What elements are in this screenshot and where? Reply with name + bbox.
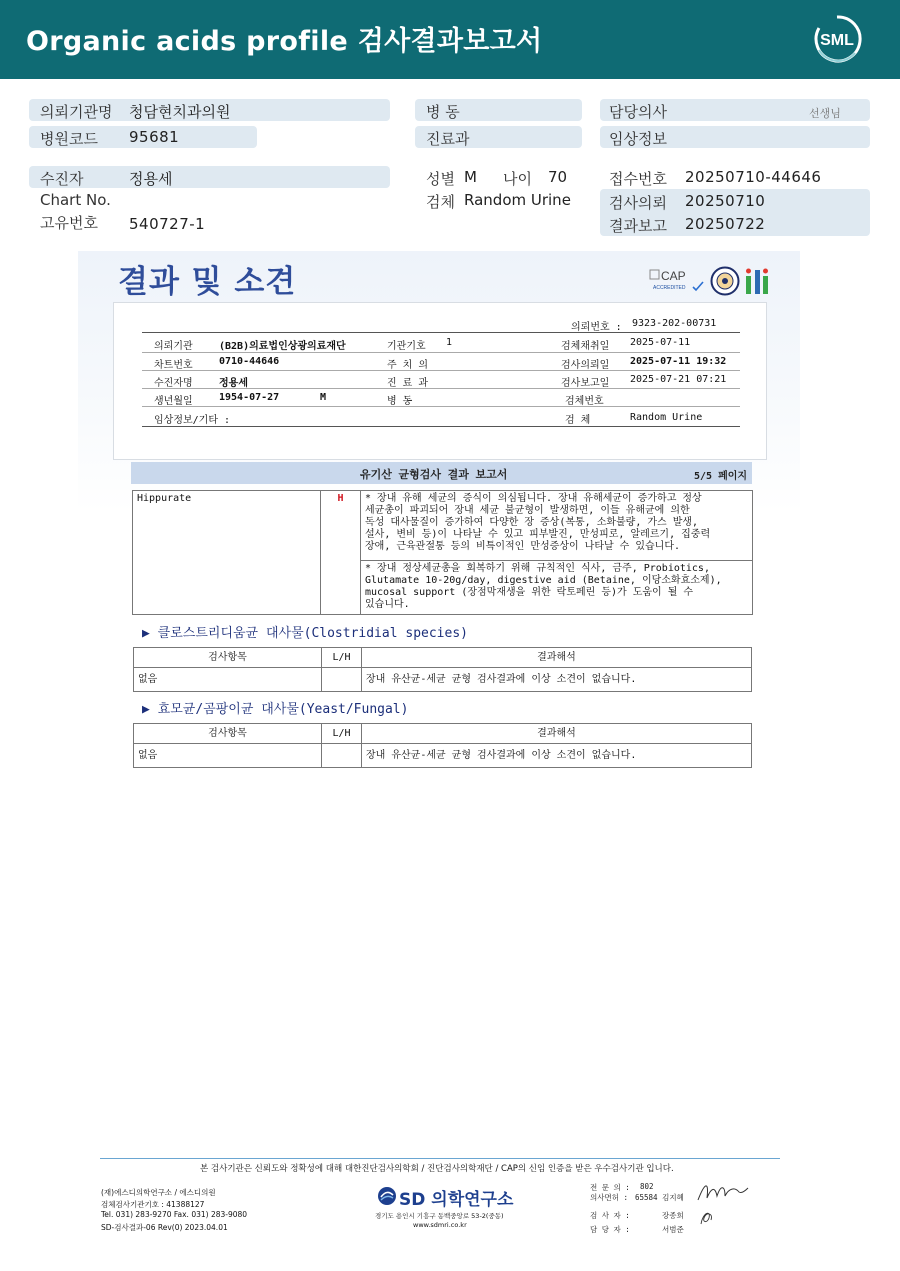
- test-item: 없음: [134, 668, 322, 692]
- ward-label: 병 동: [426, 103, 460, 121]
- note-line: * 장내 정상세균총을 회복하기 위해 규칙적인 식사, 금주, Probiotics,: [365, 563, 710, 574]
- info-label: 기관기호: [387, 341, 426, 352]
- seal-icon: [710, 266, 740, 296]
- specimen-value: Random Urine: [464, 191, 571, 209]
- info-label: 검체채취일: [561, 341, 610, 352]
- clinical-note-label: 임상정보/기타 :: [154, 415, 231, 426]
- request-date-value: 20250710: [685, 192, 766, 210]
- institution-label: 의뢰기관명: [40, 103, 113, 121]
- info-value: 0710-44646: [219, 356, 280, 367]
- signer-label: 의사면허 :: [590, 1193, 629, 1202]
- clostridial-table: [133, 647, 752, 692]
- info-label: 수진자명: [154, 378, 193, 389]
- section-title-yeast: [142, 698, 408, 717]
- cap-subtext: ACCREDITED: [653, 285, 686, 291]
- info-value: 정용세: [219, 378, 248, 389]
- column-header: 결과해석: [362, 648, 752, 668]
- patient-name-value: 정용세: [129, 170, 173, 188]
- column-header: 결과해석: [362, 724, 752, 744]
- report-date-value: 20250722: [685, 215, 766, 233]
- staff-signature-icon: [697, 1206, 717, 1228]
- cap-text: CAP: [661, 269, 686, 283]
- test-item: 없음: [134, 744, 322, 768]
- specimen-value: Random Urine: [630, 412, 703, 423]
- note-line: 세균총이 파괴되어 장내 세균 불균형이 발생하면, 이들 유해균에 의한: [365, 505, 690, 516]
- info-value: M: [320, 392, 327, 403]
- footer-divider: [100, 1158, 780, 1159]
- age-label: 나이: [503, 170, 532, 188]
- section-title-text: 클로스트리디움균 대사물(Clostridial species): [157, 626, 468, 641]
- triangle-right-icon: ▶: [142, 702, 158, 717]
- note-line: 있습니다.: [365, 599, 410, 610]
- footer-lab-address: 경기도 용인시 기흥구 동백중앙로 53-2(중동): [375, 1212, 504, 1220]
- info-label: 진 료 과: [387, 378, 429, 389]
- triangle-right-icon: ▶: [142, 626, 158, 641]
- footer-code: 검체검사기관기호 : 41388127: [101, 1200, 205, 1209]
- signer-value: 802: [640, 1182, 654, 1191]
- info-line-4: [142, 406, 740, 407]
- note-line: mucosal support (장점막재생을 위한 락토페린 등)가 도움이 될 수: [365, 587, 694, 598]
- info-value: 2025-07-11 19:32: [630, 356, 727, 367]
- note-line: 장애, 근육관절통 등의 비특이적인 만성증상이 나타날 수 있습니다.: [365, 541, 681, 552]
- institution-value: 청담현치과의원: [129, 103, 231, 121]
- signer-label: 전 문 의 :: [590, 1183, 630, 1192]
- signer-value: 서범준: [662, 1225, 684, 1234]
- footer-lab-website: www.sdmri.co.kr: [413, 1221, 467, 1229]
- patient-label: 수진자: [40, 170, 84, 188]
- sex-value: M: [464, 168, 477, 186]
- info-value: (B2B)의료법인상광의료재단: [219, 341, 346, 352]
- flag-cell: [322, 744, 362, 768]
- request-date-label: 검사의뢰: [609, 194, 667, 212]
- interpretation-cell: 장내 유산균-세균 균형 검사결과에 이상 소견이 없습니다.: [362, 744, 752, 768]
- clinical-info-label: 임상정보: [609, 130, 667, 148]
- interpretation-cell: [361, 561, 753, 615]
- age-value: 70: [548, 168, 568, 186]
- table-header-row: [134, 724, 752, 744]
- report-header: [0, 0, 900, 79]
- flag-high: H: [321, 491, 361, 615]
- note-line: Glutamate 10-20g/day, digestive aid (Betaine, 이당소화효소제),: [365, 575, 722, 586]
- column-header: 검사항목: [134, 648, 322, 668]
- note-line: 독성 대사물질이 증가하여 다양한 장 증상(복통, 소화불량, 가스 발생,: [365, 517, 699, 528]
- section-title-text: 효모균/곰팡이균 대사물(Yeast/Fungal): [157, 702, 409, 717]
- doctor-signature-icon: [695, 1178, 750, 1206]
- table-row: [134, 744, 752, 768]
- signer-value: 65584 김지혜: [635, 1193, 684, 1202]
- unique-id-value: 540727-1: [129, 215, 206, 233]
- info-label: 병 동: [387, 396, 413, 407]
- info-label: 의뢰기관: [154, 341, 193, 352]
- footer-lab-name: SD 의학연구소: [399, 1190, 514, 1210]
- info-line-bottom: [142, 426, 740, 427]
- note-line: * 장내 유해 세균의 증식이 의심됩니다. 장내 유해세균이 증가하고 정상: [365, 493, 702, 504]
- svg-text:SML: SML: [820, 32, 854, 49]
- lh-logo-icon: [744, 266, 770, 296]
- info-label: 검사보고일: [561, 378, 610, 389]
- report-heading-title: 유기산 균형검사 결과 보고서: [360, 468, 508, 481]
- test-item: Hippurate: [133, 491, 321, 615]
- column-header: L/H: [322, 724, 362, 744]
- page-indicator: 5/5 페이지: [694, 471, 748, 482]
- hippurate-table: [132, 490, 753, 615]
- flag-cell: [322, 668, 362, 692]
- info-label: 검체번호: [565, 396, 604, 407]
- info-line-2: [142, 370, 740, 371]
- info-line-top: [142, 332, 740, 333]
- info-label: 검사의뢰일: [561, 360, 610, 371]
- section-title-clostridial: [142, 622, 468, 641]
- request-no-label: 의뢰번호 :: [571, 322, 622, 333]
- column-header: 검사항목: [134, 724, 322, 744]
- interpretation-cell: 장내 유산균-세균 균형 검사결과에 이상 소견이 없습니다.: [362, 668, 752, 692]
- footer-contact: Tel. 031) 283-9270 Fax. 031) 283-9080: [101, 1210, 248, 1219]
- info-value: 1954-07-27: [219, 392, 280, 403]
- footer-accreditation-note: 본 검사기관은 신뢰도와 정확성에 대해 대한진단검사의학회 / 진단검사의학재단 / CAP의 신임 인증을 받은 우수검사기관 입니다.: [200, 1164, 674, 1174]
- department-label: 진료과: [426, 130, 470, 148]
- interpretation-cell: [361, 491, 753, 561]
- table-header-row: [134, 648, 752, 668]
- sex-label: 성별: [426, 170, 455, 188]
- note-line: 설사, 변비 등)이 나타날 수 있고 피부발진, 만성피로, 알레르기, 집중력: [365, 529, 711, 540]
- cap-accredited-icon: [649, 266, 709, 296]
- footer-org: (재)에스디의학연구소 / 에스디의원: [101, 1188, 216, 1197]
- report-date-label: 결과보고: [609, 217, 667, 235]
- sml-logo-icon: [810, 14, 864, 64]
- results-title: 결과 및 소견: [118, 264, 297, 300]
- unique-id-label: 고유번호: [40, 214, 98, 232]
- footer-doc-rev: SD-검사결과-06 Rev(0) 2023.04.01: [101, 1223, 228, 1232]
- receipt-no-value: 20250710-44646: [685, 168, 822, 186]
- info-label: 주 치 의: [387, 360, 429, 371]
- request-no-value: 9323-202-00731: [632, 318, 717, 329]
- hospital-code-value: 95681: [129, 128, 180, 146]
- receipt-no-label: 접수번호: [609, 170, 667, 188]
- info-label: 차트번호: [154, 360, 193, 371]
- yeast-fungal-table: [133, 723, 752, 768]
- info-value: 2025-07-21 07:21: [630, 374, 727, 385]
- page-title: Organic acids profile 검사결과보고서: [26, 26, 543, 57]
- doctor-suffix: 선생님: [809, 107, 841, 120]
- hospital-code-label: 병원코드: [40, 130, 98, 148]
- info-label: 생년월일: [154, 396, 193, 407]
- info-value: 2025-07-11: [630, 337, 691, 348]
- info-value: 1: [446, 337, 453, 348]
- specimen-label: 검 체: [565, 415, 591, 426]
- column-header: L/H: [322, 648, 362, 668]
- info-line-1: [142, 352, 740, 353]
- signer-value: 장종희: [662, 1211, 684, 1220]
- table-row: [134, 668, 752, 692]
- table-row: [133, 491, 753, 561]
- specimen-label: 검체: [426, 193, 455, 211]
- sd-logo-icon: [377, 1186, 397, 1206]
- doctor-label: 담당의사: [609, 103, 667, 121]
- chart-no-label: Chart No.: [40, 191, 111, 209]
- signer-label: 담 당 자 :: [590, 1225, 630, 1234]
- signer-label: 검 사 자 :: [590, 1211, 630, 1220]
